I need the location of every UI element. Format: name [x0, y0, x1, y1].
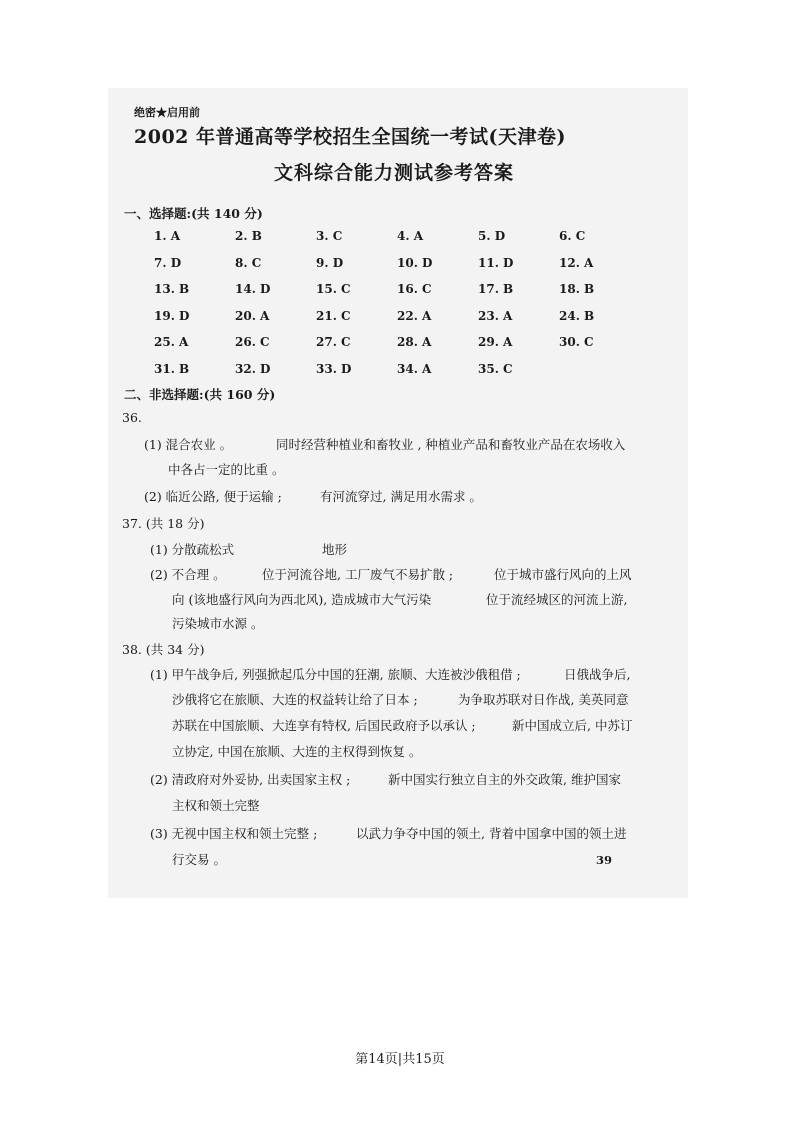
scan-page-number: 39 — [596, 853, 613, 867]
q38-p3-c: 行交易 。 — [172, 852, 226, 867]
q38-p1-f: 新中国成立后, 中苏订 — [512, 718, 633, 733]
answer-item: 16. C — [397, 282, 432, 296]
q38-p3-a: (3) 无视中国主权和领土完整 ; — [150, 826, 318, 841]
answer-item: 30. C — [559, 335, 594, 349]
answer-item: 9. D — [316, 255, 344, 270]
q38-p1-a: (1) 甲午战争后, 列强掀起瓜分中国的狂潮, 旅顺、大连被沙俄租借 ; — [150, 667, 521, 682]
answer-item: 34. A — [397, 361, 432, 376]
section1-heading: 一、选择题:(共 140 分) — [124, 206, 263, 221]
answer-item: 10. D — [397, 255, 433, 270]
q37-p2-e: 位于流经城区的河流上游, — [486, 592, 628, 607]
answer-item: 1. A — [154, 229, 181, 243]
q38-p3-b: 以武力争夺中国的领土, 背着中国拿中国的领土进 — [356, 826, 627, 841]
q37-p1-b: 地形 — [322, 542, 348, 557]
answer-item: 13. B — [154, 282, 190, 296]
answer-item: 27. C — [316, 335, 351, 349]
answer-item: 15. C — [316, 282, 351, 296]
q36-label: 36. — [122, 410, 142, 425]
page-footer: 第14页|共15页 — [355, 1052, 445, 1067]
answer-item: 31. B — [154, 361, 190, 376]
q37-p2-a: (2) 不合理 。 — [150, 567, 226, 582]
q36-p2-b: 有河流穿过, 满足用水需求 。 — [320, 489, 482, 504]
exam-title: 2002 年普通高等学校招生全国统一考试(天津卷) — [134, 126, 566, 148]
q37-p2-d: 向 (该地盛行风向为西北风), 造成城市大气污染 — [172, 592, 432, 607]
q38-p1-d: 为争取苏联对日作战, 美英同意 — [458, 692, 629, 707]
answer-item: 8. C — [235, 255, 262, 270]
answer-item: 22. A — [397, 308, 432, 323]
answer-item: 12. A — [559, 255, 594, 270]
answer-grid — [128, 229, 614, 388]
q37-label: 37. (共 18 分) — [122, 516, 205, 531]
answer-item: 25. A — [154, 335, 189, 349]
answer-item: 33. D — [316, 361, 352, 376]
answer-item: 5. D — [478, 229, 506, 243]
secret-mark: 绝密★启用前 — [134, 106, 200, 119]
answer-item: 29. A — [478, 335, 513, 349]
q36-p2-a: (2) 临近公路, 便于运输 ; — [144, 489, 282, 504]
q37-p2-f: 污染城市水源 。 — [172, 616, 264, 631]
q37-p2-c: 位于城市盛行风向的上风 — [494, 567, 632, 582]
answer-item: 4. A — [397, 229, 424, 243]
section2-heading: 二、非选择题:(共 160 分) — [124, 387, 276, 402]
answer-item: 7. D — [154, 255, 182, 270]
q36-p1-a: (1) 混合农业 。 — [144, 437, 233, 452]
answer-item: 2. B — [235, 229, 262, 243]
answer-item: 23. A — [478, 308, 513, 323]
q36-p1-c: 中各占一定的比重 。 — [168, 462, 285, 477]
q38-p2-b: 新中国实行独立自主的外交政策, 维护国家 — [388, 772, 621, 787]
q38-p1-g: 立协定, 中国在旅顺、大连的主权得到恢复 。 — [172, 744, 422, 759]
answer-item: 19. D — [154, 308, 190, 323]
answer-item: 17. B — [478, 282, 514, 296]
answer-item: 35. C — [478, 361, 513, 376]
q38-p2-c: 主权和领土完整 — [172, 798, 260, 813]
answer-item: 21. C — [316, 308, 351, 323]
answer-item: 20. A — [235, 308, 270, 323]
answer-item: 26. C — [235, 335, 270, 349]
q38-p1-c: 沙俄将它在旅顺、大连的权益转让给了日本 ; — [172, 692, 418, 707]
q38-p1-b: 日俄战争后, — [564, 667, 631, 682]
answer-item: 11. D — [478, 255, 514, 270]
answer-item: 32. D — [235, 361, 271, 376]
q37-p1-a: (1) 分散疏松式 — [150, 542, 235, 557]
q38-p2-a: (2) 清政府对外妥协, 出卖国家主权 ; — [150, 772, 351, 787]
answer-item: 14. D — [235, 282, 271, 296]
q37-p2-b: 位于河流谷地, 工厂废气不易扩散 ; — [262, 567, 454, 582]
answer-item: 24. B — [559, 308, 595, 323]
q38-p1-e: 苏联在中国旅顺、大连享有特权, 后国民政府予以承认 ; — [172, 718, 476, 733]
answer-item: 6. C — [559, 229, 586, 243]
answer-item: 3. C — [316, 229, 343, 243]
exam-subtitle: 文科综合能力测试参考答案 — [274, 162, 515, 184]
q36-p1-b: 同时经营种植业和畜牧业 , 种植业产品和畜牧业产品在农场收入 — [276, 437, 626, 452]
answer-item: 28. A — [397, 335, 432, 349]
q38-label: 38. (共 34 分) — [122, 642, 205, 657]
answer-item: 18. B — [559, 282, 595, 296]
